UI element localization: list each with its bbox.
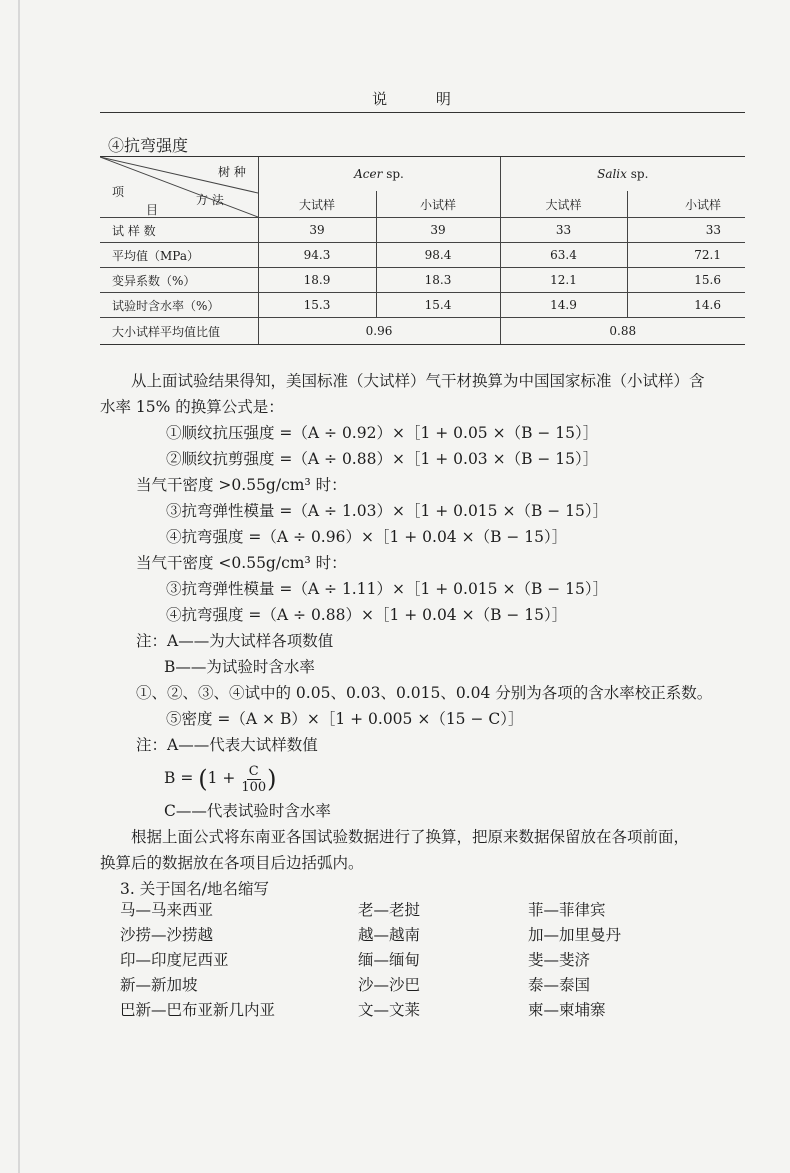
abbreviation: 柬—柬埔寨 [528, 1001, 606, 1019]
method-cell: 小试样 [376, 191, 500, 218]
list-item [120, 898, 740, 923]
table-cell: 63.4 [500, 243, 627, 268]
table-cell: 12.1 [500, 268, 627, 293]
formula-b [100, 758, 750, 798]
note-line: 注：A——代表大试样数值 [136, 736, 318, 754]
abbreviation: 缅—缅甸 [358, 951, 421, 969]
table-cell: 15.3 [258, 293, 376, 318]
diagonal-corner-cell [100, 157, 258, 218]
table-cell: 94.3 [258, 243, 376, 268]
table-cell: 14.6 [627, 293, 745, 318]
formula-shear: ②顺纹抗剪强度 =（A ÷ 0.88）×［1 + 0.03 ×（B − 15）］ [166, 450, 599, 468]
fraction-numerator: C [248, 763, 259, 779]
formula-moe-low: ③抗弯弹性模量 =（A ÷ 1.11）×［1 + 0.015 ×（B − 15）］ [166, 580, 609, 598]
paragraph-line: 从上面试验结果得知，美国标准（大试样）气干材换算为中国国家标准（小试样）含 [131, 372, 705, 390]
method-cell: 大试样 [500, 191, 627, 218]
species-name: Salix [597, 167, 627, 181]
abbreviation: 菲—菲律宾 [528, 901, 606, 919]
table-row [100, 268, 745, 293]
abbreviation: 沙捞—沙捞越 [120, 926, 214, 944]
paren-open-icon: ( [198, 765, 208, 793]
header-rule [100, 112, 745, 113]
species-header-acer [258, 157, 500, 192]
method-cell: 小试样 [627, 191, 745, 218]
formula-density: ⑤密度 =（A × B）×［1 + 0.005 ×（15 − C）］ [166, 710, 524, 728]
table-cell: 33 [627, 218, 745, 243]
formula-mor-high: ④抗弯强度 =（A ÷ 0.96）×［1 + 0.04 ×（B − 15）］ [166, 528, 568, 546]
corner-label-species: 树 种 [218, 165, 246, 179]
table-cell: 18.3 [376, 268, 500, 293]
table-cell: 18.9 [258, 268, 376, 293]
table-cell: 39 [376, 218, 500, 243]
formula-b-lhs: B = [164, 769, 194, 787]
row-label: 大小试样平均值比值 [100, 318, 258, 345]
paragraph-line: 换算后的数据放在各项目后边括弧内。 [100, 854, 364, 872]
note-line: B——为试验时含水率 [164, 658, 315, 676]
formula-mor-low: ④抗弯强度 =（A ÷ 0.88）×［1 + 0.04 ×（B − 15）］ [166, 606, 568, 624]
fraction [241, 764, 266, 795]
formula-moe-high: ③抗弯弹性模量 =（A ÷ 1.03）×［1 + 0.015 ×（B − 15）］ [166, 502, 609, 520]
formula-compressive: ①顺纹抗压强度 =（A ÷ 0.92）×［1 + 0.05 ×（B − 15）］ [166, 424, 599, 442]
condition-line: 当气干密度 >0.55g/cm³ 时： [136, 476, 347, 494]
paragraph-line: 水率 15% 的换算公式是： [100, 398, 284, 416]
formula-b-one: 1 + [207, 769, 236, 787]
abbreviation: 巴新—巴布亚新几内亚 [120, 1001, 276, 1019]
species-header-salix [500, 157, 745, 192]
list-item [120, 998, 740, 1023]
fraction-denominator: 100 [241, 779, 267, 795]
ratio-cell-salix: 0.88 [500, 318, 745, 345]
row-label: 变异系数（%） [100, 268, 258, 293]
abbreviation: 越—越南 [358, 926, 421, 944]
list-item [120, 923, 740, 948]
section-title: ④抗弯强度 [108, 136, 189, 155]
note-line: ①、②、③、④试中的 0.05、0.03、0.015、0.04 分别为各项的含水率校正系数。 [136, 684, 713, 702]
species-suffix: sp. [382, 167, 404, 181]
table-cell: 15.6 [627, 268, 745, 293]
species-name: Acer [354, 167, 383, 181]
abbreviation: 斐—斐济 [528, 951, 591, 969]
paragraph-line: 根据上面公式将东南亚各国试验数据进行了换算，把原来数据保留放在各项前面， [131, 828, 690, 846]
table-cell: 14.9 [500, 293, 627, 318]
abbreviation: 老—老挝 [358, 901, 421, 919]
corner-label-item-2: 目 [146, 203, 159, 217]
row-label: 试验时含水率（%） [100, 293, 258, 318]
ratio-cell-acer: 0.96 [258, 318, 500, 345]
table-header-row [100, 157, 745, 192]
corner-label-item-1: 项 [112, 185, 125, 199]
paren-close-icon: ) [267, 765, 277, 793]
running-head: 说 明 [372, 90, 473, 108]
row-label: 试 样 数 [100, 218, 258, 243]
bending-strength-table [100, 156, 745, 345]
table-row [100, 218, 745, 243]
method-cell: 大试样 [258, 191, 376, 218]
note-line: 注：A——为大试样各项数值 [136, 632, 334, 650]
body-text [100, 368, 750, 902]
table-row [100, 243, 745, 268]
table-cell: 39 [258, 218, 376, 243]
abbreviation: 马—马来西亚 [120, 901, 214, 919]
species-suffix: sp. [626, 167, 649, 181]
abbreviation-list [120, 898, 740, 1023]
condition-line: 当气干密度 <0.55g/cm³ 时： [136, 554, 347, 572]
page-edge-shadow [18, 0, 20, 1173]
section-heading: 3. 关于国名/地名缩写 [120, 880, 269, 898]
list-item [120, 973, 740, 998]
abbreviation: 泰—泰国 [528, 976, 591, 994]
table-cell: 33 [500, 218, 627, 243]
abbreviation: 加—加里曼丹 [528, 926, 622, 944]
ratio-row [100, 318, 745, 345]
corner-label-method: 方 法 [196, 193, 224, 207]
row-label: 平均值（MPa） [100, 243, 258, 268]
table-row [100, 293, 745, 318]
abbreviation: 文—文莱 [358, 1001, 421, 1019]
table-cell: 72.1 [627, 243, 745, 268]
list-item [120, 948, 740, 973]
note-line: C——代表试验时含水率 [164, 802, 331, 820]
abbreviation: 沙—沙巴 [358, 976, 421, 994]
table-cell: 98.4 [376, 243, 500, 268]
abbreviation: 印—印度尼西亚 [120, 951, 229, 969]
abbreviation: 新—新加坡 [120, 976, 198, 994]
table-cell: 15.4 [376, 293, 500, 318]
